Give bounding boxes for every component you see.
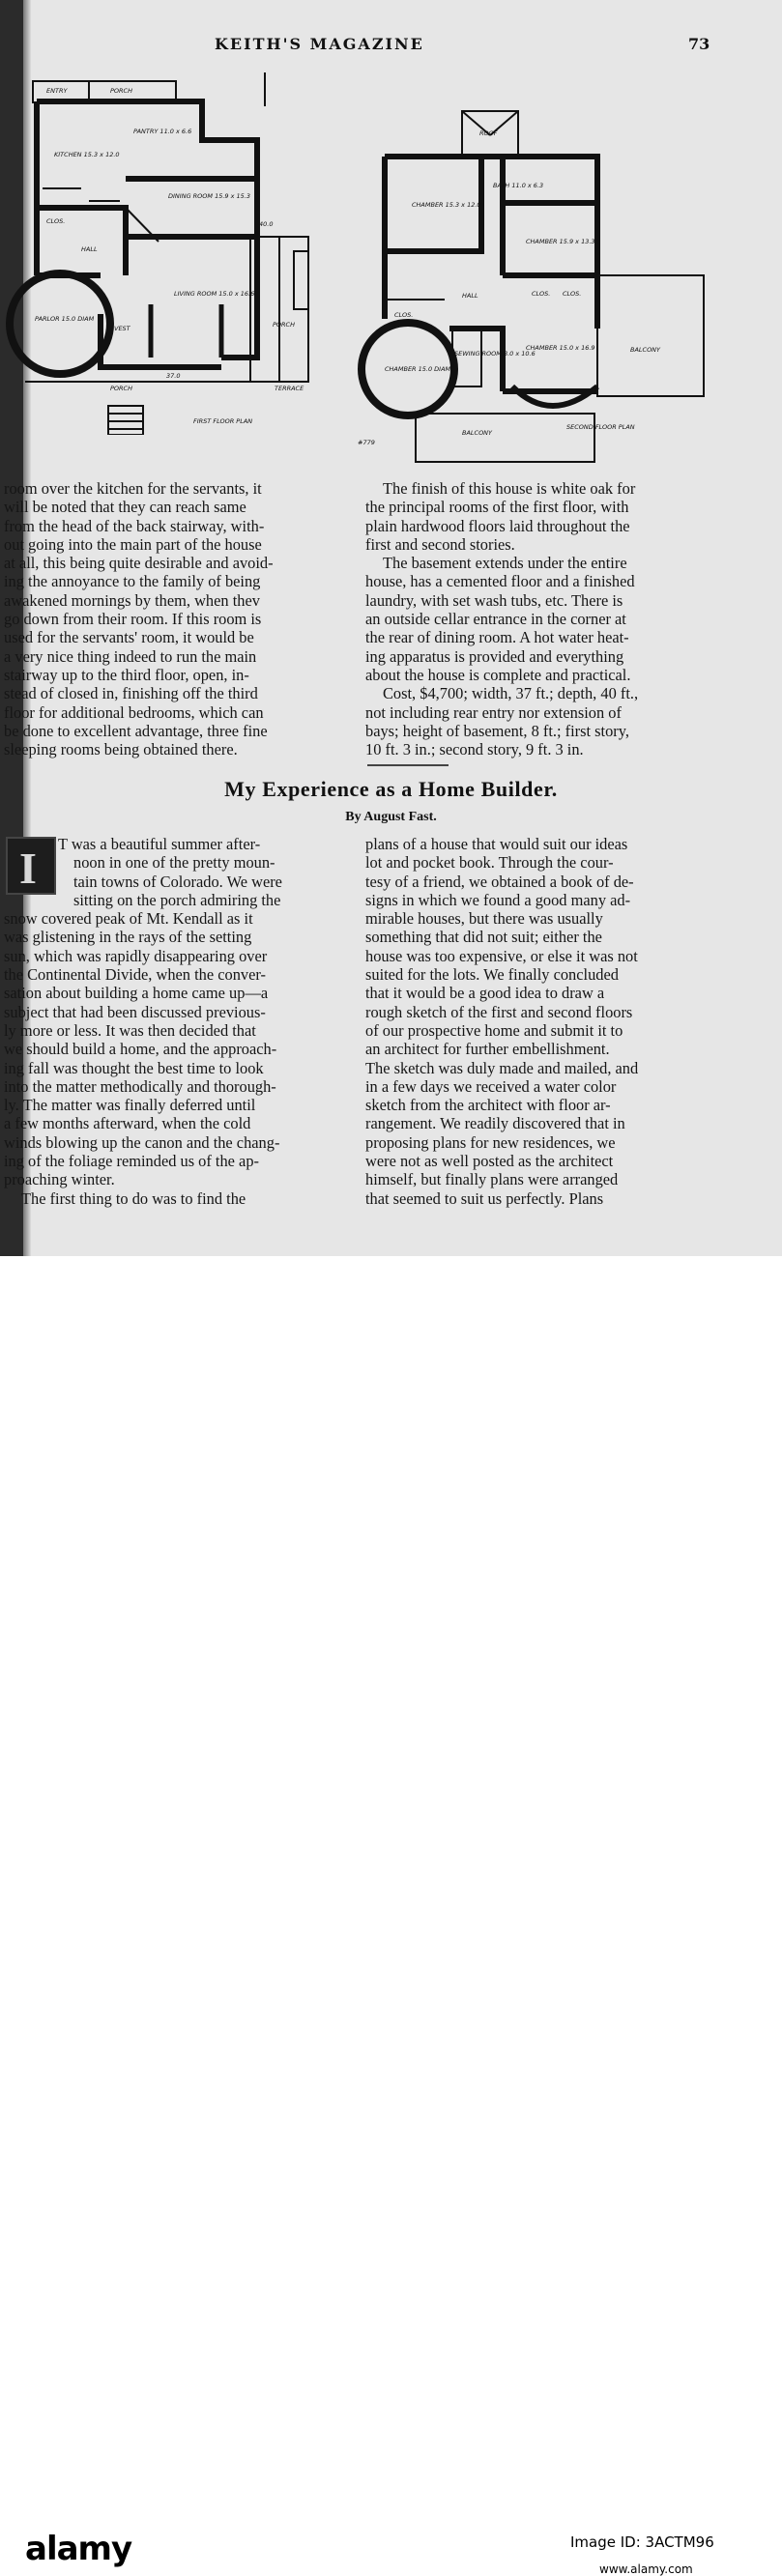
first-floor-caption: FIRST FLOOR PLAN [193,417,253,425]
dimension-width: 37.0 [166,372,181,380]
text-line: The basement extends under the entire [383,554,627,573]
label-closet-2: CLOS. [563,290,582,298]
text-line: laundry, with set wash tubs, etc. There is [365,590,623,610]
text-line: rangement. We readily discovered that in [365,1114,625,1133]
label-vestibule: VEST [114,325,130,332]
second-floor-caption: SECOND FLOOR PLAN [566,423,635,431]
upper-left-column [4,479,344,758]
text-line: ing fall was thought the best time to look [4,1058,264,1077]
section-divider [367,764,449,766]
text-line: was glistening in the rays of the setting [4,928,252,947]
text-line: that it would be a good idea to draw a [365,984,605,1003]
text-line: an architect for further embellishment. [365,1040,610,1059]
site-url: www.alamy.com [599,2562,693,2576]
text-line: in a few days we received a water color [365,1076,617,1096]
text-line: bays; height of basement, 8 ft.; first story, [365,721,629,740]
text-line: ing the annoyance to the family of being [4,572,261,591]
text-line: were not as well posted as the architect [365,1152,614,1171]
label-terrace: TERRACE [275,385,304,392]
article-byline: By August Fast. [345,810,437,824]
text-line: proaching winter. [4,1170,115,1189]
text-line: plans of a house that would suit our ideas [365,835,628,853]
label-parlor: PARLOR 15.0 DIAM [35,315,95,323]
text-line: ly. The matter was finally deferred until [4,1096,256,1115]
text-line: about the house is complete and practical. [365,665,631,684]
text-line: at all, this being quite desirable and avoid- [4,554,274,573]
label-roof: ROOF [479,129,498,137]
first-floor-plan [4,68,333,435]
label-bath: BATH 11.0 x 6.3 [493,182,544,189]
text-line: of our prospective home and submit it to [365,1020,623,1040]
article-right-column [365,835,710,1208]
text-line: ing apparatus is provided and everything [365,646,624,666]
text-line: not including rear entry nor extension of [365,702,622,722]
article-left-column [4,835,344,1208]
label-pantry: PANTRY 11.0 x 6.6 [133,128,192,135]
text-line: house, has a cemented floor and a finished [365,572,635,591]
text-line: used for the servants' room, it would be [4,628,254,647]
label-sewing-room: SEWING ROOM 8.0 x 10.6 [454,350,536,358]
label-rear-porch: PORCH [110,87,132,95]
text-line: plain hardwood floors laid throughout the [365,516,630,535]
text-line: sleeping rooms being obtained there. [4,740,238,759]
dimension-depth: 40.0 [259,220,274,228]
text-line: subject that had been discussed previous- [4,1002,266,1021]
text-line: from the head of the back stairway, with- [4,516,265,535]
image-id: Image ID: 3ACTM96 [570,2533,714,2551]
text-line: stairway up to the third floor, open, in- [4,665,249,684]
stock-footer [0,1256,782,2576]
text-line: The finish of this house is white oak for [383,479,636,498]
text-line: will be noted that they can reach same [4,498,246,517]
text-line: tesy of a friend, we obtained a book of de- [365,872,634,891]
text-line: into the matter methodically and thorough- [4,1076,276,1096]
text-line: lot and pocket book. Through the cour- [365,853,614,873]
label-living-room: LIVING ROOM 15.0 x 16.6 [174,290,255,298]
text-line: ly more or less. It was then decided that [4,1020,256,1040]
text-line: signs in which we found a good many ad- [365,890,631,909]
text-line: the Continental Divide, when the conver- [4,965,266,985]
text-line: rough sketch of the first and second floors [365,1002,633,1021]
label-balcony-side: BALCONY [630,346,661,354]
label-chamber-3: CHAMBER 15.0 x 16.9 [526,344,595,352]
text-line: himself, but finally plans were arranged [365,1170,619,1189]
label-balcony-front: BALCONY [462,429,493,437]
text-line: the rear of dining room. A hot water heat- [365,628,629,647]
text-line: first and second stories. [365,534,515,554]
label-dining-room: DINING ROOM 15.9 x 15.3 [168,192,251,200]
label-kitchen: KITCHEN 15.3 x 12.0 [54,151,120,158]
text-line: mirable houses, but there was usually [365,909,603,929]
label-chamber-2: CHAMBER 15.9 x 13.3 [526,238,595,245]
text-line: out going into the main part of the house [4,534,262,554]
drop-cap-letter: I [19,844,37,893]
text-line: go down from their room. If this room is [4,610,262,629]
page-header [0,35,782,58]
label-chamber-round: CHAMBER 15.0 DIAM [385,365,451,373]
text-line: The first thing to do was to find the [21,1188,246,1208]
text-line: awakened mornings by them, when thev [4,590,260,610]
label-chamber-1: CHAMBER 15.3 x 12.0 [412,201,481,209]
text-line: something that did not suit; either the [365,928,602,947]
label-upper-hall: HALL [462,292,478,300]
upper-right-column [365,479,710,758]
page-number: 73 [688,35,710,53]
text-line: an outside cellar entrance in the corner at [365,610,626,629]
text-line: the principal rooms of the first floor, with [365,498,629,517]
plan-number: #779 [358,439,375,446]
text-line: a very nice thing indeed to run the main [4,646,257,666]
text-line: a few months afterward, when the cold [4,1114,251,1133]
text-line: be done to excellent advantage, three fine [4,721,268,740]
text-line: proposing plans for new residences, we [365,1132,616,1152]
label-entry: ENTRY [46,87,68,95]
text-line: floor for additional bedrooms, which can [4,702,264,722]
text-line: snow covered peak of Mt. Kendall as it [4,909,253,929]
text-line: we should build a home, and the approach- [4,1040,277,1059]
text-line: Cost, $4,700; width, 37 ft.; depth, 40 ft., [383,684,639,703]
text-line: sitting on the porch admiring the [73,890,281,909]
text-line: that seemed to suit us perfectly. Plans [365,1188,604,1208]
label-hall: HALL [81,245,98,253]
text-line: The sketch was duly made and mailed, and [365,1058,639,1077]
alamy-logo: alamy [25,2530,132,2568]
text-line: sun, which was rapidly disappearing over [4,946,268,965]
label-front-porch: PORCH [110,385,132,392]
text-line: noon in one of the pretty moun- [73,853,275,873]
text-line: room over the kitchen for the servants, it [4,479,262,498]
label-closet: CLOS. [46,217,66,225]
magazine-title: KEITH'S MAGAZINE [215,35,424,53]
text-line: sketch from the architect with floor ar- [365,1096,611,1115]
label-closet-1: CLOS. [532,290,551,298]
text-line: T was a beautiful summer after- [58,835,261,853]
label-closet-3: CLOS. [394,311,414,319]
text-line: stead of closed in, finishing off the third [4,684,258,703]
text-line: house was too expensive, or else it was not [365,946,638,965]
label-side-porch: PORCH [273,321,295,329]
text-line: 10 ft. 3 in.; second story, 9 ft. 3 in. [365,740,584,759]
article-title: My Experience as a Home Builder. [224,777,558,801]
second-floor-plan [348,106,715,473]
text-line: ing of the foliage reminded us of the ap- [4,1152,259,1171]
text-line: winds blowing up the canon and the chang- [4,1132,280,1152]
text-line: suited for the lots. We finally concluded [365,965,619,985]
text-line: tain towns of Colorado. We were [73,872,282,891]
text-line: sation about building a home came up—a [4,984,269,1003]
